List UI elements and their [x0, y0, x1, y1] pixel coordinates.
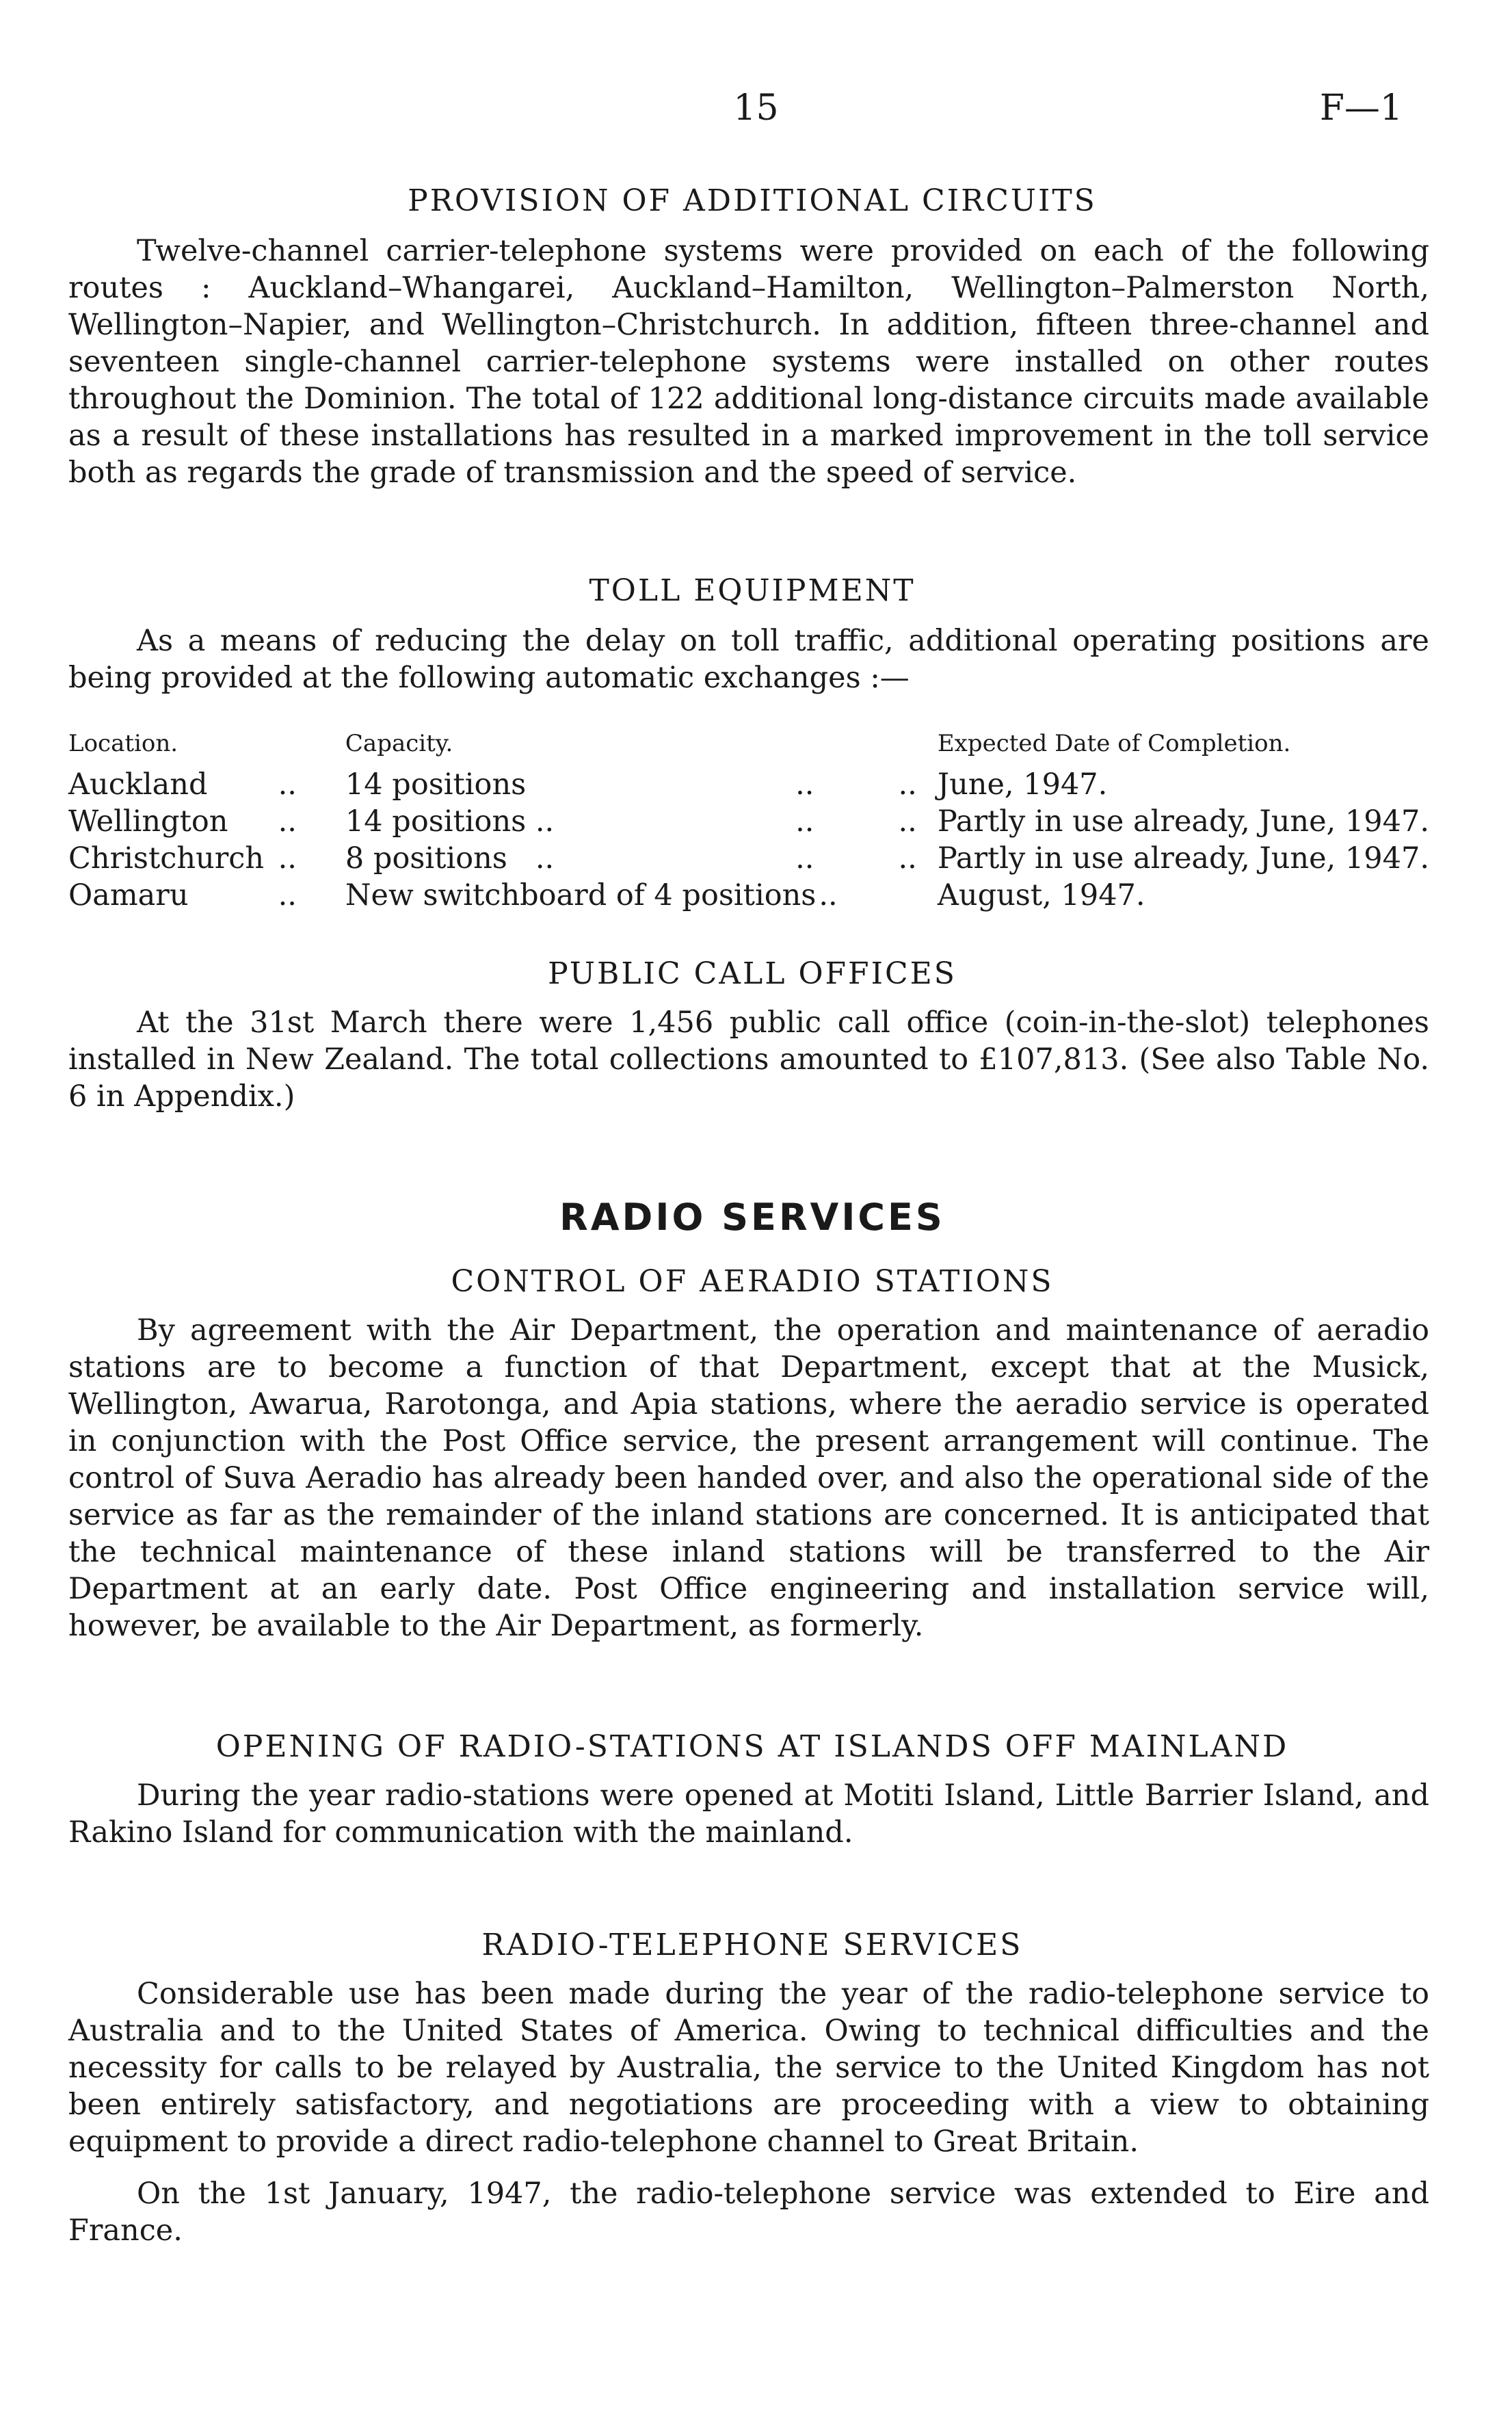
cell-leader: .. [278, 804, 297, 839]
paragraph-radiotelephone-2: On the 1st January, 1947, the radio-telephone service was extended to Eire and France. [68, 2177, 1429, 2248]
section-title-toll: TOLL EQUIPMENT [589, 573, 916, 608]
header-location: Location. [68, 730, 178, 757]
cell-location: Oamaru [68, 878, 189, 912]
cell-leader: .. [278, 878, 297, 912]
cell-capacity: 8 positions .. .. .. [345, 841, 917, 876]
cell-location: Christchurch [68, 841, 265, 876]
paragraph-public-call: At the 31st March there were 1,456 public call office (coin-in-the-slot) telephones installed in New Zealand. The total collections amounted to £107,813. (See also Table No. 6 in Appendix.) [68, 1006, 1429, 1114]
page-number: 15 [733, 88, 779, 129]
cell-leader: .. [278, 767, 297, 802]
cell-date: Partly in use already, June, 1947. [937, 804, 1429, 839]
toll-equipment-table [68, 725, 1429, 914]
table-row [68, 840, 1429, 877]
section-title-radiotelephone: RADIO-TELEPHONE SERVICES [481, 1928, 1023, 1962]
cell-capacity: 14 positions .. .. .. [345, 804, 917, 839]
table-row [68, 803, 1429, 840]
cell-capacity: 14 positions .. .. [345, 767, 917, 802]
section-title-aeradio: CONTROL OF AERADIO STATIONS [451, 1264, 1054, 1299]
paragraph-toll: As a means of reducing the delay on toll traffic, additional operating positions are being provided at the following automatic exchanges :— [68, 624, 1429, 695]
paragraph-aeradio: By agreement with the Air Department, the operation and maintenance of aeradio stations are to become a function of that Department, except that at the Musick, Wellington, Awarua, Rarotonga, and Apia stations, where the aeradio service is operated in conjunction with the Post Office service, the present arrangement will continue. The control of Suva Aeradio has already been handed over, and also the operational side of the service as far as the remainder of the inland stations are concerned. It is anticipated that the technical maintenance of these inland stations will be transferred to the Air Department at an early date. Post Office engineering and installation service will, however, be available to the Air Department, as formerly. [68, 1313, 1429, 1643]
section-title-public-call: PUBLIC CALL OFFICES [548, 956, 957, 991]
cell-date: August, 1947. [937, 878, 1145, 912]
cell-date: Partly in use already, June, 1947. [937, 841, 1429, 876]
cell-date: June, 1947. [937, 767, 1108, 802]
table-header-row [68, 725, 1429, 766]
header-capacity: Capacity. [345, 730, 453, 757]
document-reference: F—1 [1319, 88, 1403, 129]
table-row [68, 877, 1429, 914]
paragraph-islands: During the year radio-stations were opened at Motiti Island, Little Barrier Island, and Rakino Island for communication with the mainland. [68, 1778, 1429, 1850]
cell-capacity: New switchboard of 4 positions.. [345, 878, 838, 912]
paragraph-provision: Twelve-channel carrier-telephone systems were provided on each of the following routes : Auckland–Whangarei, Auckland–Hamilton, Wellington–Palmerston North, Wellington–Napier, and Wellington–Christchurch. In addition, fifteen three-channel and seventeen single-channel carrier-telephone systems were installed on other routes throughout the Dominion. The total of 122 additional long-distance circuits made available as a result of these installations has resulted in a marked improvement in the toll service both as regards the grade of transmission and the speed of service. [68, 234, 1429, 490]
header-date: Expected Date of Completion. [937, 730, 1291, 757]
major-title-radio-services: RADIO SERVICES [559, 1196, 945, 1239]
cell-location: Wellington [68, 804, 228, 839]
paragraph-radiotelephone-1: Considerable use has been made during the year of the radio-telephone service to Australia and to the United States of America. Owing to technical difficulties and the necessity for calls to be relayed by Australia, the service to the United Kingdom has not been entirely satisfactory, and negotiations are proceeding with a view to obtaining equipment to provide a direct radio-telephone channel to Great Britain. [68, 1977, 1429, 2159]
section-title-provision: PROVISION OF ADDITIONAL CIRCUITS [408, 183, 1097, 218]
table-row [68, 766, 1429, 803]
cell-leader: .. [278, 841, 297, 876]
section-title-islands: OPENING OF RADIO-STATIONS AT ISLANDS OFF MAINLAND [215, 1729, 1289, 1764]
cell-location: Auckland [68, 767, 208, 802]
